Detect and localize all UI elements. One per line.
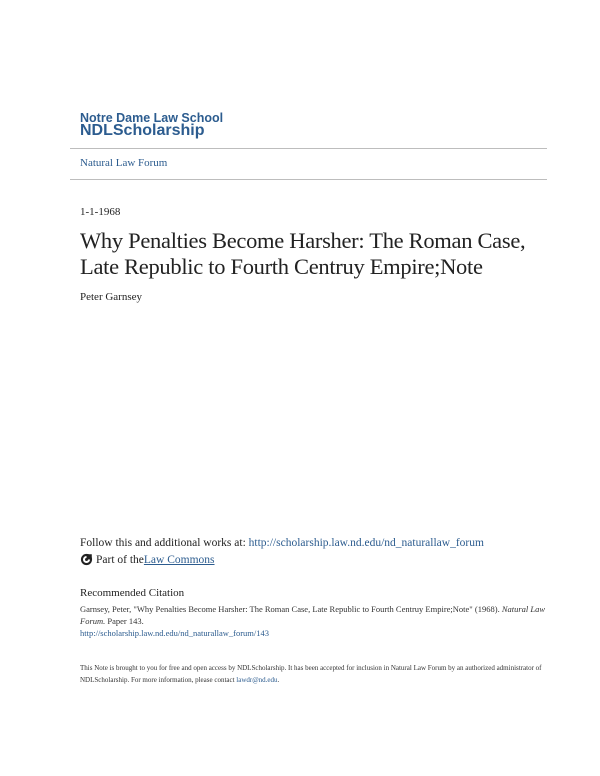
part-of-line [80, 553, 215, 566]
notice-text: This Note is brought to you for free and open access by NDLScholarship. It has been accepted for inclusion in Natural Law Forum by an authorized administrator of NDLScholarship. For more information, please contact [80, 664, 542, 684]
citation-body [80, 603, 550, 639]
citation-main: Garnsey, Peter, "Why Penalties Become Harsher: The Roman Case, Late Republic to Fourth Centruy Empire;Note" (1968). [80, 604, 502, 614]
notice-end: . [277, 676, 280, 684]
divider-bottom [70, 179, 547, 180]
publication-date: 1-1-1968 [80, 206, 121, 218]
repository-name[interactable]: NDLScholarship [80, 122, 205, 139]
citation-paper: Paper 143. [105, 616, 144, 626]
law-commons-link[interactable]: Law Commons [143, 553, 215, 566]
access-notice [80, 662, 550, 686]
follow-prefix: Follow this and additional works at: [80, 537, 249, 549]
follow-link[interactable]: http://scholarship.law.nd.edu/nd_naturallaw_forum [248, 537, 484, 549]
follow-line [80, 537, 484, 549]
article-title: Why Penalties Become Harsher: The Roman Case, Late Republic to Fourth Centruy Empire;Note [80, 228, 526, 279]
creative-commons-icon [80, 553, 93, 566]
school-name: Notre Dame Law School [80, 111, 224, 125]
citation-journal: Natural Law Forum. [80, 604, 546, 626]
contact-email-link[interactable]: lawdr@nd.edu [236, 676, 278, 684]
citation-link[interactable]: http://scholarship.law.nd.edu/nd_naturallaw_forum/143 [80, 628, 270, 638]
author-name: Peter Garnsey [80, 291, 143, 303]
citation-heading: Recommended Citation [80, 587, 185, 599]
part-of-prefix: Part of the [96, 553, 144, 566]
collection-link[interactable]: Natural Law Forum [80, 157, 168, 169]
divider-top [70, 148, 547, 149]
